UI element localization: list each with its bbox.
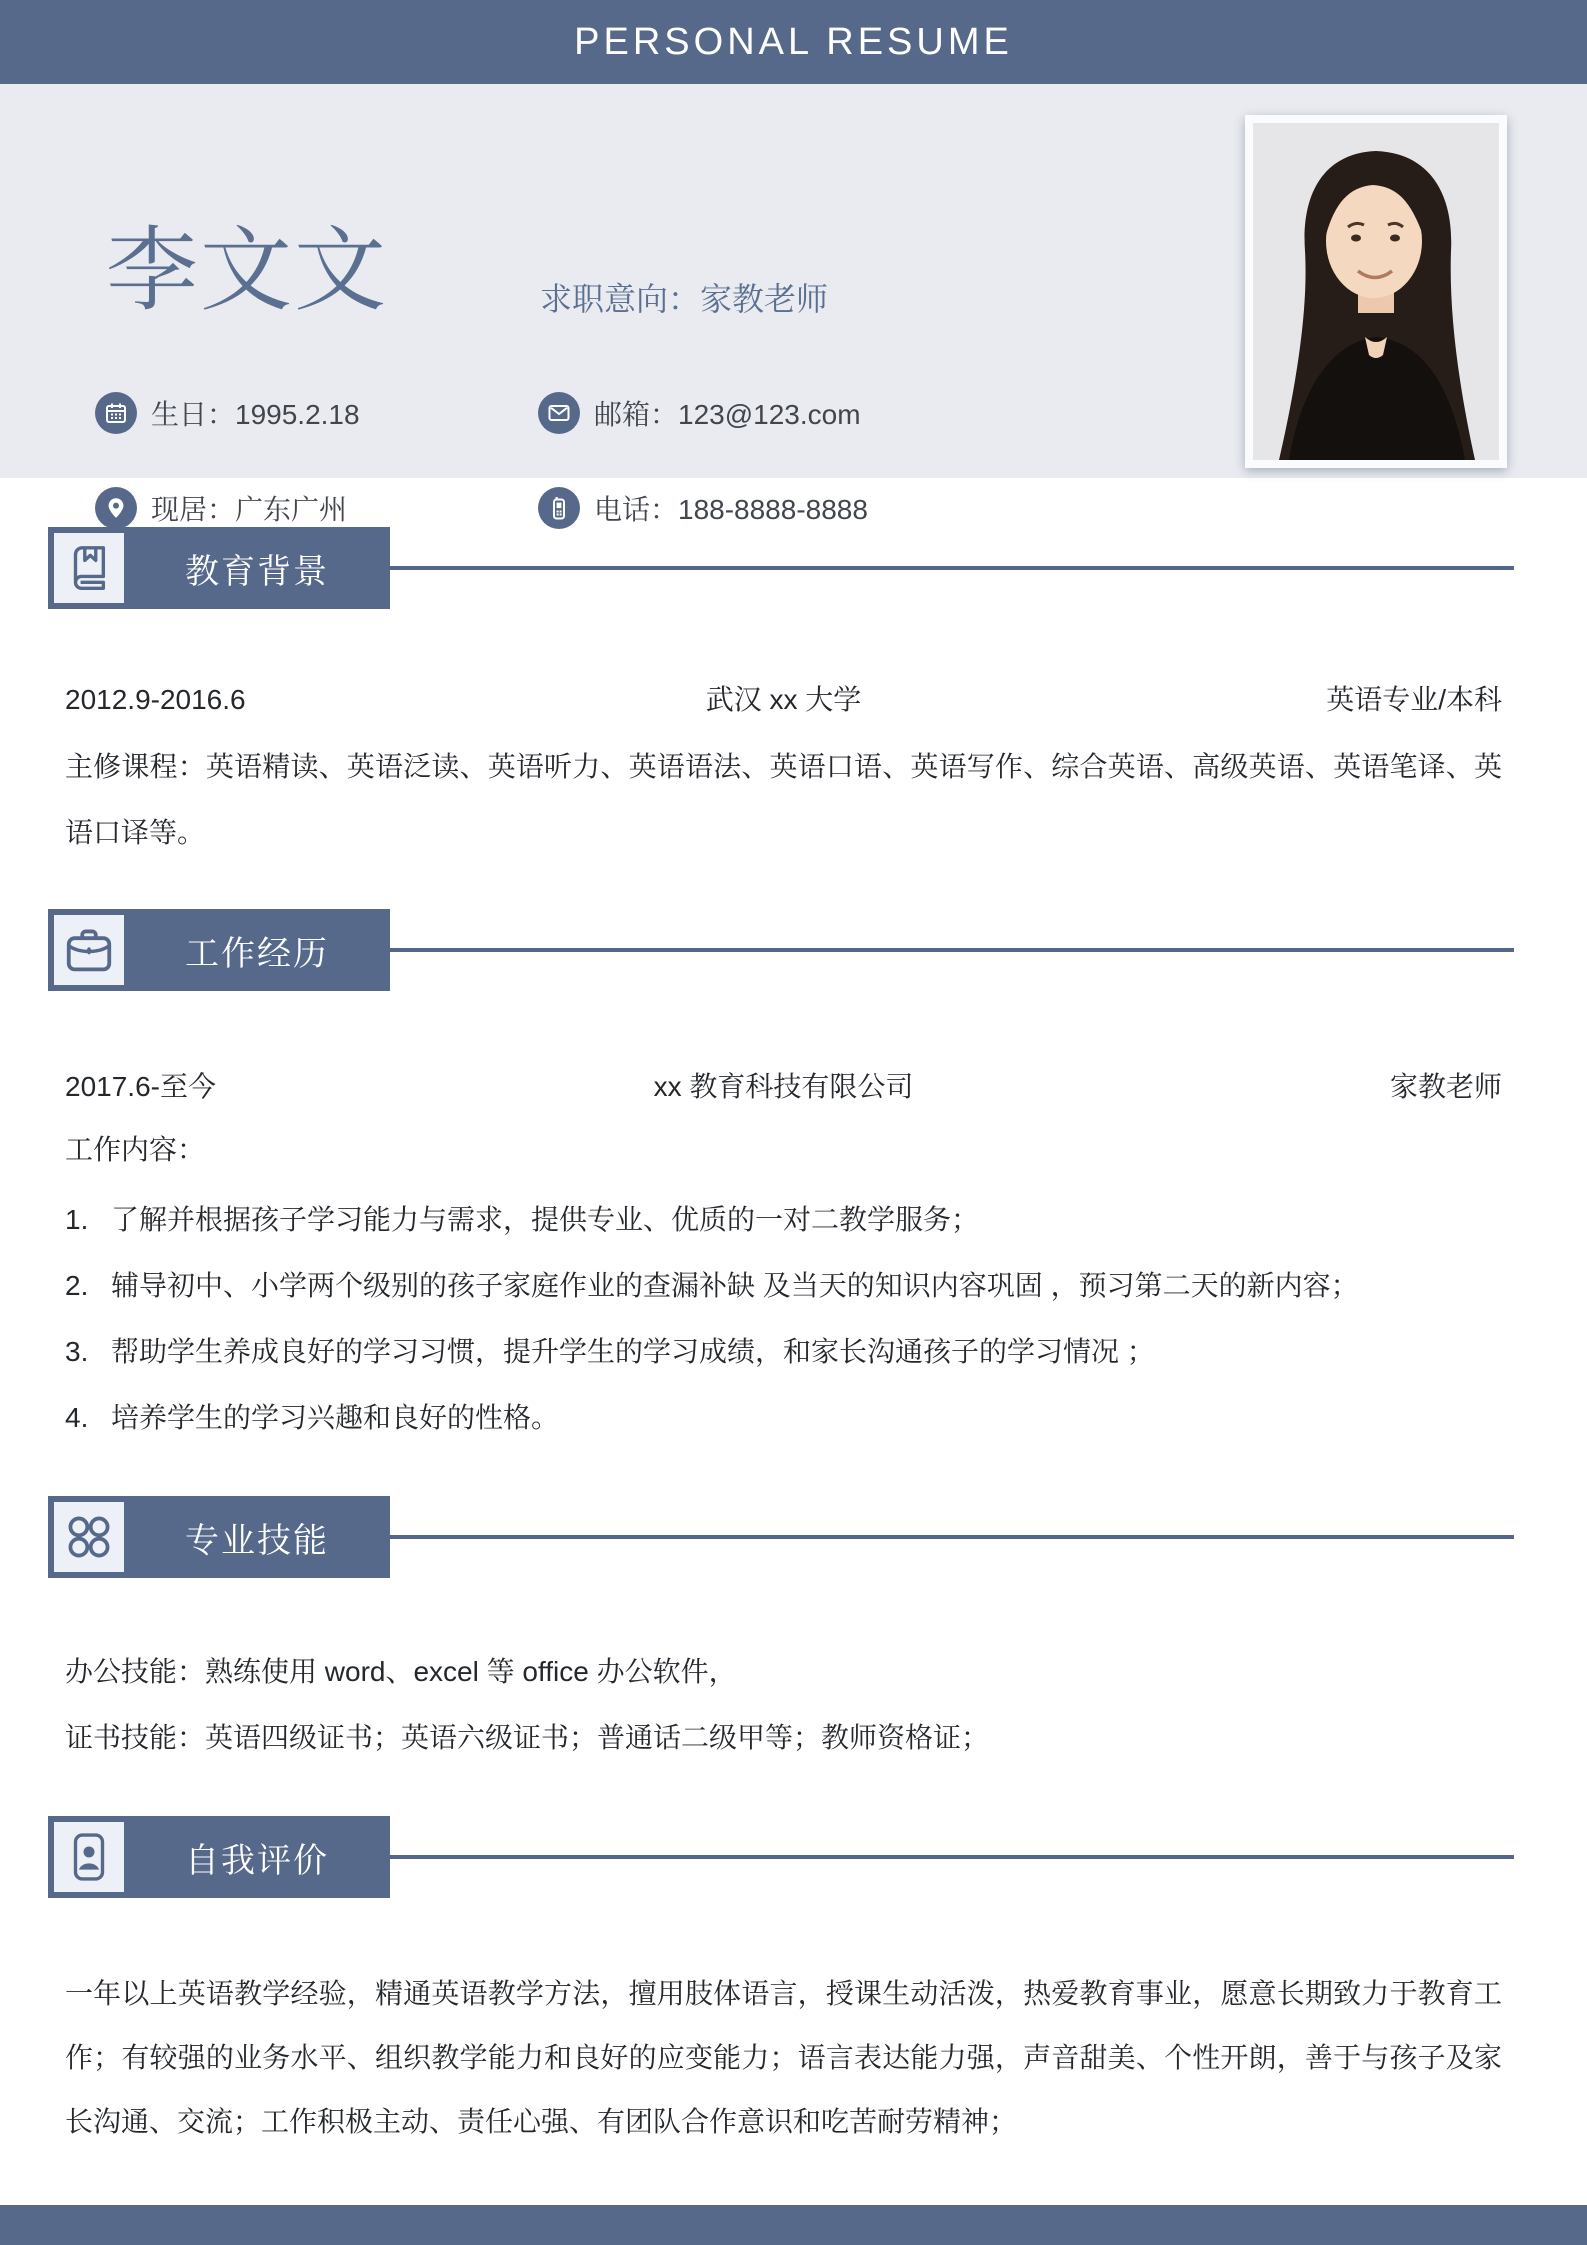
person-card-icon xyxy=(54,1822,124,1892)
section-header-education xyxy=(48,527,390,609)
calendar-icon xyxy=(95,392,137,434)
list-item xyxy=(65,1206,1502,1234)
section-title: 教育背景 xyxy=(185,552,329,591)
list-item xyxy=(65,1404,1502,1432)
birthday-value: 生日：1995.2.18 xyxy=(151,399,360,430)
education-courses: 主修课程：英语精读、英语泛读、英语听力、英语语法、英语口语、英语写作、综合英语、高级英语、英语笔译、英语口译等。 xyxy=(65,751,1502,848)
book-icon xyxy=(54,533,124,603)
section-rule xyxy=(390,1855,1514,1859)
contact-location xyxy=(95,487,347,529)
work-content-label: 工作内容： xyxy=(65,1134,206,1165)
item-text: 了解并根据孩子学习能力与需求，提供专业、优质的一对二教学服务； xyxy=(111,1204,980,1235)
job-intention: 求职意向：家教老师 xyxy=(540,281,829,317)
item-number: 3. xyxy=(65,1336,89,1367)
work-duty-list xyxy=(65,1206,1502,1470)
section-title: 专业技能 xyxy=(185,1521,329,1560)
section-rule xyxy=(390,948,1514,952)
work-period: 2017.6-至今 xyxy=(65,1071,216,1102)
section-rule xyxy=(390,1535,1514,1539)
briefcase-icon xyxy=(54,915,124,985)
item-number: 4. xyxy=(65,1402,89,1433)
work-company: xx 教育科技有限公司 xyxy=(653,1071,914,1102)
page-title: PERSONAL RESUME xyxy=(574,20,1013,63)
location-icon xyxy=(95,487,137,529)
clover-icon xyxy=(54,1502,124,1572)
section-title: 工作经历 xyxy=(185,934,329,973)
item-text: 辅导初中、小学两个级别的孩子家庭作业的查漏补缺 及当天的知识内容巩固 ，预习第二天的新内容； xyxy=(111,1270,1359,1301)
top-banner xyxy=(0,0,1587,84)
education-entry-row xyxy=(65,686,1502,714)
item-text: 帮助学生养成良好的学习习惯，提升学生的学习成绩，和家长沟通孩子的学习情况 ； xyxy=(111,1336,1155,1367)
location-value: 现居：广东广州 xyxy=(151,494,348,525)
list-item xyxy=(65,1272,1502,1300)
applicant-name: 李文文 xyxy=(106,220,389,322)
self-evaluation-text: 一年以上英语教学经验，精通英语教学方法，擅用肢体语言，授课生动活泼，热爱教育事业，愿意长期致力于教育工作；有较强的业务水平、组织教学能力和良好的应变能力；语言表达能力强，声音甜美、个性开朗，善于与孩子及家长沟通、交流；工作积极主动、责任心强、有团队合作意识和吃苦耐劳精神； xyxy=(65,1978,1502,2137)
email-value: 邮箱：123@123.com xyxy=(594,399,861,430)
phone-icon xyxy=(538,487,580,529)
work-position: 家教老师 xyxy=(1389,1071,1502,1102)
section-header-work xyxy=(48,909,390,991)
education-period: 2012.9-2016.6 xyxy=(65,684,246,715)
section-header-evaluation xyxy=(48,1816,390,1898)
mail-icon xyxy=(538,392,580,434)
work-entry-row xyxy=(65,1073,1502,1101)
education-school: 武汉 xx 大学 xyxy=(705,684,862,715)
skill-certificates: 证书技能：英语四级证书；英语六级证书；普通话二级甲等；教师资格证； xyxy=(65,1722,990,1753)
section-rule xyxy=(390,566,1514,570)
contact-birthday xyxy=(95,392,360,434)
item-number: 2. xyxy=(65,1270,89,1301)
education-major: 英语专业/本科 xyxy=(1326,684,1502,715)
contact-email xyxy=(538,392,861,434)
list-item xyxy=(65,1338,1502,1366)
footer-banner xyxy=(0,2205,1587,2245)
profile-photo xyxy=(1245,115,1507,468)
phone-value: 电话：188-8888-8888 xyxy=(594,494,868,525)
contact-phone xyxy=(538,487,868,529)
skill-office: 办公技能：熟练使用 word、excel 等 office 办公软件， xyxy=(65,1656,737,1687)
section-header-skills xyxy=(48,1496,390,1578)
item-number: 1. xyxy=(65,1204,89,1235)
skills-list xyxy=(65,1658,1502,1790)
section-title: 自我评价 xyxy=(185,1841,329,1880)
item-text: 培养学生的学习兴趣和良好的性格。 xyxy=(111,1402,560,1433)
